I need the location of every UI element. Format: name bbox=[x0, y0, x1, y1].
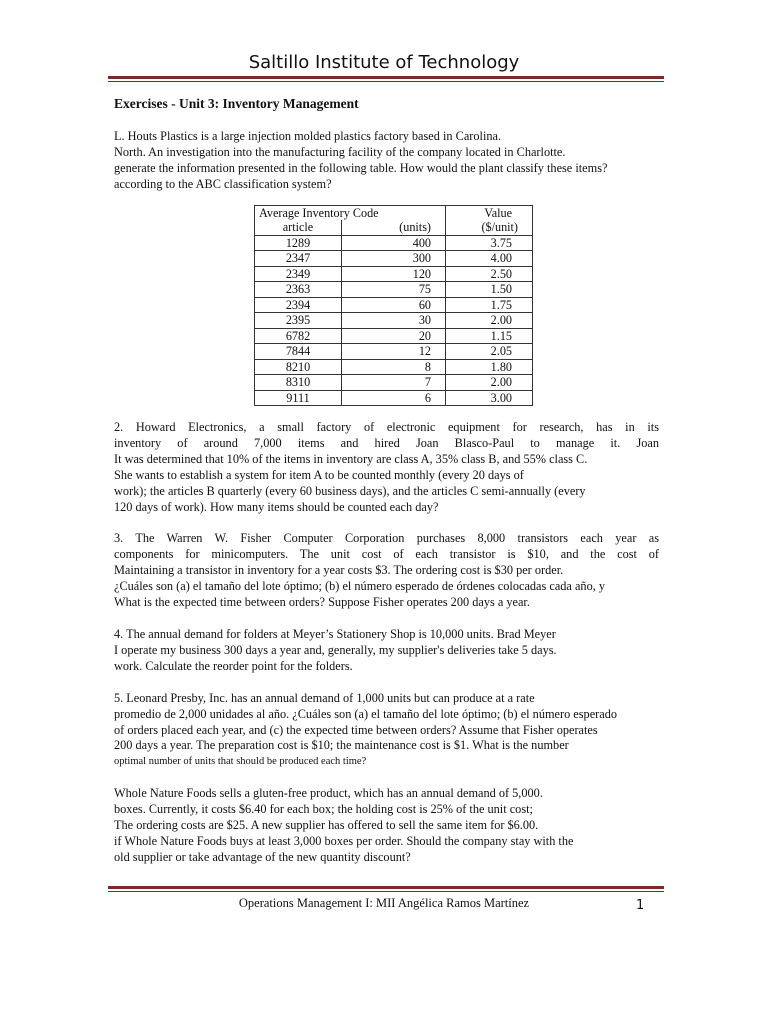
table-row bbox=[255, 344, 533, 360]
table-cell: 6 bbox=[342, 390, 446, 406]
text-line: 2. Howard Electronics, a small factory of electronic equipment for research, has in its bbox=[114, 420, 659, 435]
footer-rule-top bbox=[108, 886, 664, 889]
table-cell: 9111 bbox=[255, 390, 342, 406]
exercise-3-text bbox=[114, 531, 659, 611]
table-cell: 2.05 bbox=[446, 344, 533, 360]
table-header-cell: Average Inventory Code bbox=[255, 205, 446, 220]
table-header-row bbox=[255, 205, 533, 220]
text-line: work. Calculate the reorder point for the folders. bbox=[114, 658, 353, 673]
text-line: 3. The Warren W. Fisher Computer Corporation purchases 8,000 transistors each year as bbox=[114, 531, 659, 546]
table-cell: 60 bbox=[342, 297, 446, 313]
table-cell: 2.00 bbox=[446, 313, 533, 329]
table-row bbox=[255, 390, 533, 406]
exercise-6-text bbox=[114, 786, 659, 866]
text-line: generate the information presented in the following table. How would the plant classify these items? bbox=[114, 160, 608, 175]
inventory-table bbox=[254, 205, 533, 407]
table-cell: 3.75 bbox=[446, 235, 533, 251]
table-cell: 1.80 bbox=[446, 359, 533, 375]
text-line: 200 days a year. The preparation cost is $10; the maintenance cost is $1. What is the number bbox=[114, 738, 569, 753]
text-line: optimal number of units that should be produced each time? bbox=[114, 756, 367, 768]
table-cell: 2.00 bbox=[446, 375, 533, 391]
text-line: 5. Leonard Presby, Inc. has an annual demand of 1,000 units but can produce at a rate bbox=[114, 690, 535, 705]
table-cell: 30 bbox=[342, 313, 446, 329]
text-line: North. An investigation into the manufacturing facility of the company located in Charlotte. bbox=[114, 144, 566, 159]
text-line: 120 days of work). How many items should be counted each day? bbox=[114, 499, 439, 514]
table-row bbox=[255, 328, 533, 344]
text-line: The ordering costs are $25. A new supplier has offered to sell the same item for $6.00. bbox=[114, 818, 539, 833]
text-line: boxes. Currently, it costs $6.40 for each box; the holding cost is 25% of the unit cost; bbox=[114, 802, 533, 817]
page-number: 1 bbox=[636, 898, 645, 913]
table-cell: 1.50 bbox=[446, 282, 533, 298]
text-line: components for minicomputers. The unit cost of each transistor is $10, and the cost of bbox=[114, 547, 659, 562]
text-line: Maintaining a transistor in inventory for a year costs $3. The ordering cost is $30 per order. bbox=[114, 563, 564, 578]
table-row bbox=[255, 251, 533, 267]
table-row bbox=[255, 266, 533, 282]
text-line: if Whole Nature Foods buys at least 3,000 boxes per order. Should the company stay with the bbox=[114, 833, 574, 848]
exercise-1-text bbox=[114, 129, 659, 193]
table-cell: 20 bbox=[342, 328, 446, 344]
table-header-cell: (units) bbox=[342, 220, 446, 235]
table-cell: 1289 bbox=[255, 235, 342, 251]
text-line: work); the articles B quarterly (every 60 business days), and the articles C semi-annually (every bbox=[114, 483, 586, 498]
table-row bbox=[255, 235, 533, 251]
table-cell: 3.00 bbox=[446, 390, 533, 406]
text-line: I operate my business 300 days a year and, generally, my supplier's deliveries take 5 days. bbox=[114, 642, 557, 657]
table-cell: 2349 bbox=[255, 266, 342, 282]
table-cell: 1.15 bbox=[446, 328, 533, 344]
table-row bbox=[255, 375, 533, 391]
document-body bbox=[114, 96, 659, 866]
table-header-cell: Value bbox=[446, 205, 533, 220]
table-header-cell: article bbox=[255, 220, 342, 235]
header-title: Saltillo Institute of Technology bbox=[248, 52, 520, 73]
table-header-cell: ($/unit) bbox=[446, 220, 533, 235]
header-rule-bottom bbox=[108, 81, 664, 82]
header-rule-top bbox=[108, 76, 664, 79]
table-cell: 7 bbox=[342, 375, 446, 391]
table-header-row bbox=[255, 220, 533, 235]
text-line: She wants to establish a system for item A to be counted monthly (every 20 days of bbox=[114, 467, 524, 482]
text-line: old supplier or take advantage of the new quantity discount? bbox=[114, 849, 411, 864]
text-line: according to the ABC classification system? bbox=[114, 176, 332, 191]
exercise-heading: Exercises - Unit 3: Inventory Management bbox=[114, 96, 359, 111]
text-line: L. Houts Plastics is a large injection molded plastics factory based in Carolina. bbox=[114, 128, 502, 143]
table-row bbox=[255, 359, 533, 375]
text-line: 4. The annual demand for folders at Meyer’s Stationery Shop is 10,000 units. Brad Meyer bbox=[114, 627, 556, 641]
table-cell: 300 bbox=[342, 251, 446, 267]
text-line: Whole Nature Foods sells a gluten-free product, which has an annual demand of 5,000. bbox=[114, 786, 543, 801]
table-cell: 2395 bbox=[255, 313, 342, 329]
text-line: What is the expected time between orders? Suppose Fisher operates 200 days a year. bbox=[114, 595, 530, 610]
table-body bbox=[255, 235, 533, 406]
table-cell: 8 bbox=[342, 359, 446, 375]
table-cell: 12 bbox=[342, 344, 446, 360]
footer-rule-bottom bbox=[108, 891, 664, 892]
text-line: It was determined that 10% of the items in inventory are class A, 35% class B, and 55% class C. bbox=[114, 451, 588, 466]
table-row bbox=[255, 313, 533, 329]
text-line: promedio de 2,000 unidades al año. ¿Cuáles son (a) el tamaño del lote óptimo; (b) el número esperado bbox=[114, 706, 618, 721]
text-line: ¿Cuáles son (a) el tamaño del lote óptimo; (b) el número esperado de órdenes colocadas cada año, y bbox=[114, 579, 606, 594]
table-cell: 400 bbox=[342, 235, 446, 251]
text-line: of orders placed each year, and (c) the expected time between orders? Assume that Fisher operates bbox=[114, 722, 598, 737]
table-cell: 2363 bbox=[255, 282, 342, 298]
table-row bbox=[255, 297, 533, 313]
table-cell: 1.75 bbox=[446, 297, 533, 313]
exercise-2-text bbox=[114, 420, 659, 515]
table-cell: 7844 bbox=[255, 344, 342, 360]
text-line: inventory of around 7,000 items and hired Joan Blasco-Paul to manage it. Joan bbox=[114, 435, 659, 450]
table-cell: 4.00 bbox=[446, 251, 533, 267]
table-cell: 8310 bbox=[255, 375, 342, 391]
table-cell: 6782 bbox=[255, 328, 342, 344]
table-cell: 2394 bbox=[255, 297, 342, 313]
footer-text: Operations Management I: MII Angélica Ramos Martínez bbox=[238, 896, 530, 910]
table-cell: 75 bbox=[342, 282, 446, 298]
exercise-5-text bbox=[114, 691, 659, 771]
table-cell: 2347 bbox=[255, 251, 342, 267]
table-cell: 2.50 bbox=[446, 266, 533, 282]
table-cell: 8210 bbox=[255, 359, 342, 375]
exercise-4-text bbox=[114, 627, 659, 675]
table-row bbox=[255, 282, 533, 298]
table-cell: 120 bbox=[342, 266, 446, 282]
